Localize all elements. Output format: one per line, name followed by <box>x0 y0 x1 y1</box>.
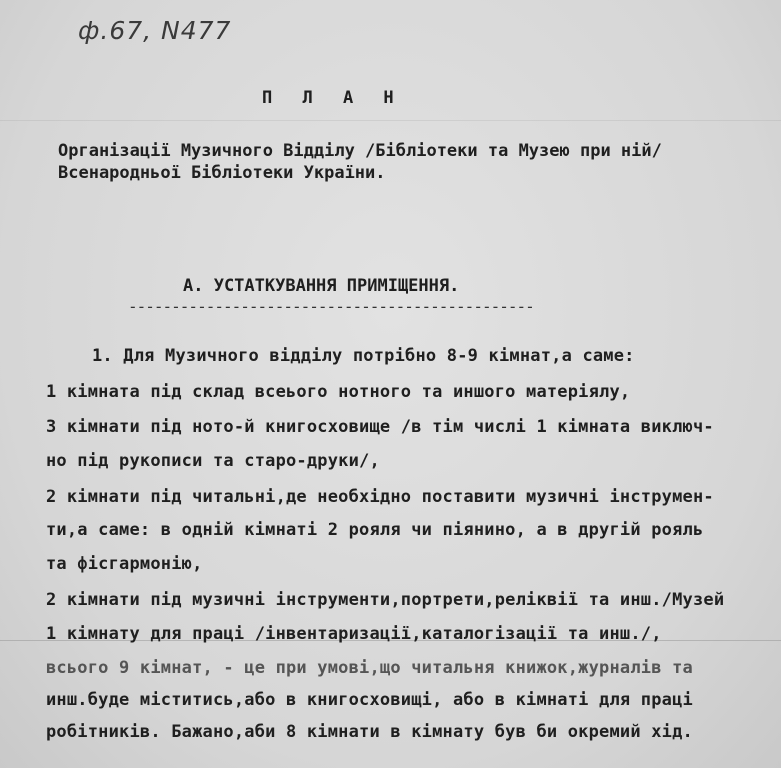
section-heading: А. УСТАТКУВАННЯ ПРИМІЩЕННЯ. <box>183 276 460 296</box>
document-title: П Л А Н <box>262 88 404 108</box>
body-line: всього 9 кімнат, - це при умові,що читальня книжок,журналів та <box>46 658 693 678</box>
body-line: ти,а саме: в одній кімнаті 2 рояля чи піянино, а в другій рояль <box>46 520 704 540</box>
body-line: 1 кімната під склад всеього нотного та иншого матеріялу, <box>46 382 631 402</box>
subtitle-line: Організації Музичного Відділу /Бібліотеки та Музею при ній/ <box>58 141 662 161</box>
subtitle-line: Всенародньої Бібліотеки України. <box>58 163 386 183</box>
body-line: 2 кімнати під музичні інструменти,портрети,реліквії та инш./Музей <box>46 590 725 610</box>
body-line: 2 кімнати під читальні,де необхідно поставити музичні інструмен- <box>46 487 714 507</box>
body-line: 1 кімнату для праці /інвентаризації,каталогізації та инш./, <box>46 624 662 644</box>
body-line: но під рукописи та старо-друки/, <box>46 451 380 471</box>
archive-reference: ф.67, N477 <box>78 16 232 45</box>
body-line: робітників. Бажано,аби 8 кімнати в кімнату був би окремий хід. <box>46 722 693 742</box>
paper-fold <box>0 120 781 121</box>
body-line: 1. Для Музичного відділу потрібно 8-9 кімнат,а саме: <box>92 346 635 366</box>
body-line: та фісгармонію, <box>46 554 203 574</box>
body-line: 3 кімнати під ното-й книгосховище /в тім числі 1 кімната виключ- <box>46 417 714 437</box>
section-underline: ----------------------------------------------- <box>128 297 534 316</box>
body-line: инш.буде міститись,або в книгосховищі, або в кімнаті для праці <box>46 690 693 710</box>
